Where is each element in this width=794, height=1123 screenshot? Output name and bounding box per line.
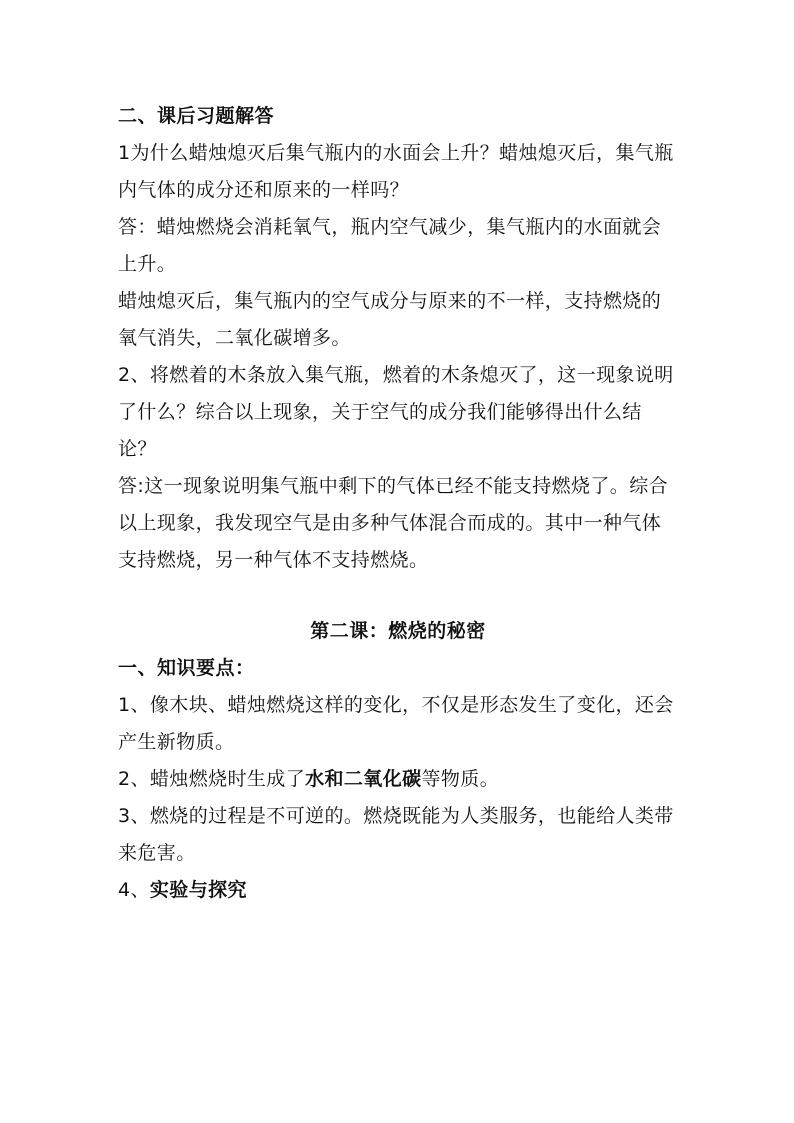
knowledge-point-4-title: 实验与探究	[149, 879, 247, 901]
knowledge-point-4-prefix: 4、	[118, 879, 150, 901]
question-1: 1为什么蜡烛熄灭后集气瓶内的水面会上升？蜡烛熄灭后，集气瓶内气体的成分还和原来的一样吗？	[118, 142, 674, 201]
knowledge-point-1: 1、像木块、蜡烛燃烧这样的变化，不仅是形态发生了变化，还会产生新物质。	[118, 694, 674, 753]
knowledge-point-2	[118, 761, 678, 798]
knowledge-point-2-prefix: 2、蜡烛燃烧时生成了	[118, 768, 306, 790]
knowledge-point-2-suffix: 等物质。	[421, 768, 500, 790]
knowledge-point-2-emphasis: 水和二氧化碳	[305, 768, 422, 790]
lesson-title: 第二课：燃烧的秘密	[310, 620, 486, 642]
answer-1-part2: 蜡烛熄灭后，集气瓶内的空气成分与原来的不一样，支持燃烧的氧气消失，二氧化碳增多。	[118, 290, 662, 349]
page-content	[118, 98, 678, 909]
knowledge-points-heading: 一、知识要点：	[118, 657, 255, 679]
question-2: 2、将燃着的木条放入集气瓶，燃着的木条熄灭了，这一现象说明了什么？综合以上现象，关于空气的成分我们能够得出什么结论？	[118, 364, 674, 460]
section-heading-answers: 二、课后习题解答	[118, 105, 275, 127]
answer-1-part1: 答：蜡烛燃烧会消耗氧气，瓶内空气减少，集气瓶内的水面就会上升。	[118, 216, 662, 275]
knowledge-point-3: 3、燃烧的过程是不可逆的。燃烧既能为人类服务，也能给人类带来危害。	[118, 805, 674, 864]
answer-2: 答:这一现象说明集气瓶中剩下的气体已经不能支持燃烧了。综合以上现象，我发现空气是由多种气体混合而成的。其中一种气体支持燃烧，另一种气体不支持燃烧。	[118, 475, 669, 571]
knowledge-point-4	[118, 872, 678, 909]
